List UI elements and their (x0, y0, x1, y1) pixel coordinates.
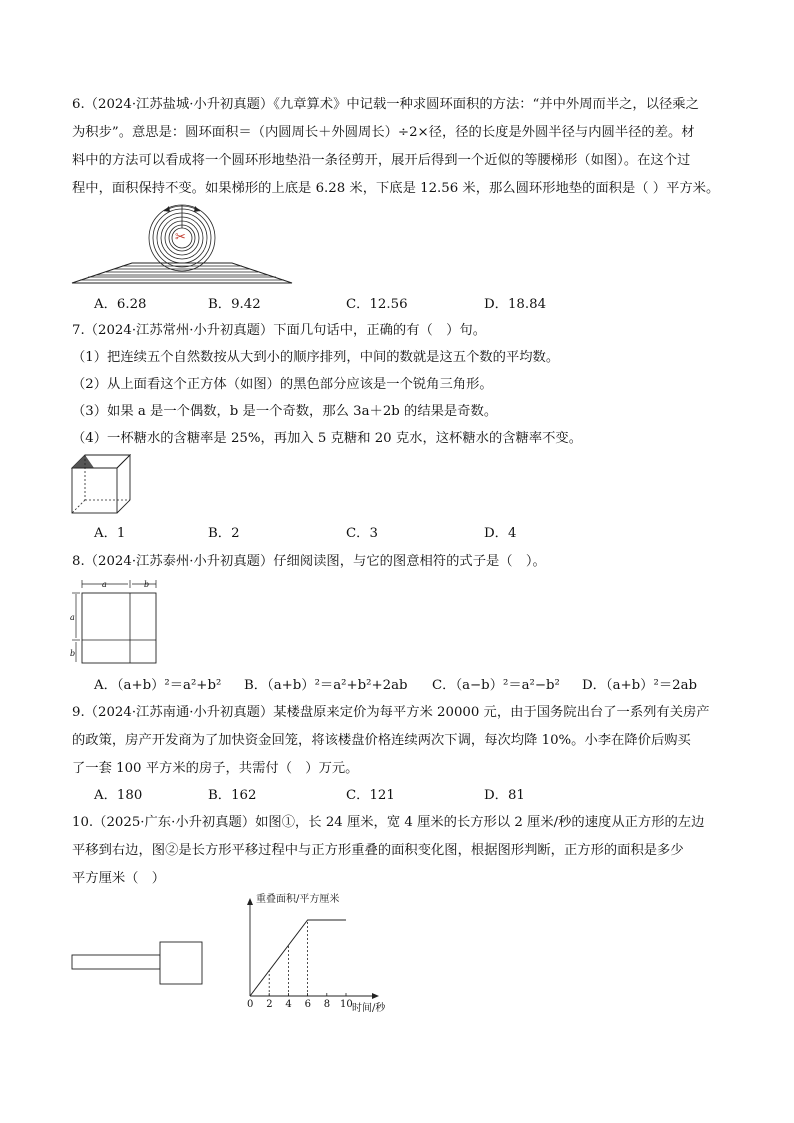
chart-x-tick-label: 6 (304, 999, 311, 1010)
q10-line-3: 平方厘米（ ） (72, 871, 166, 886)
dim-label-top-b: b (144, 580, 150, 589)
chart-series-line (250, 920, 346, 996)
q6-line-1: 6.（2024·江苏盐城·小升初真题）《九章算术》中记载一种求圆环面积的方法：“并中外周而半之，以径乘之 (72, 97, 699, 112)
q8-option-a[interactable]: A．（a+b）²＝a²+b² (94, 678, 222, 693)
q10-line-2: 平移到右边，图②是长方形平移过程中与正方形重叠的面积变化图，根据图形判断，正方形的面积是多少 (72, 843, 684, 858)
q7-option-b[interactable]: B．2 (208, 526, 240, 541)
q8-option-b[interactable]: B．（a+b）²＝a²+b²+2ab (244, 678, 408, 693)
q8-option-c[interactable]: C．（a−b）²＝a²−b² (432, 678, 560, 693)
chart-x-axis-arrow (372, 993, 379, 999)
rectangle-square-figure (72, 942, 204, 992)
chart-x-tick-label: 8 (323, 999, 331, 1010)
chart-x-tick-label: 2 (266, 999, 273, 1010)
ring-trapezoid-figure (72, 205, 302, 285)
chart-x-tick-label: 0 (247, 999, 254, 1010)
q7-line-1: 7.（2024·江苏常州·小升初真题）下面几句话中，正确的有（ ）句。 (72, 323, 486, 338)
q9-option-c[interactable]: C．121 (346, 788, 395, 803)
chart-y-axis-arrow (247, 898, 253, 905)
overlap-area-chart (242, 896, 382, 1006)
cube-figure (72, 455, 134, 517)
chart-x-tick-label: 10 (340, 999, 353, 1010)
q9-line-3: 了一套 100 平方米的房子，共需付（ ）万元。 (72, 761, 359, 776)
chart-x-axis-label: 时间/秒 (352, 1003, 386, 1014)
dim-label-top-a: a (102, 580, 107, 589)
scissors-icon: ✂ (175, 230, 186, 245)
q7-option-a[interactable]: A．1 (94, 526, 126, 541)
q6-option-b[interactable]: B．9.42 (208, 297, 261, 312)
q9-line-1: 9.（2024·江苏南通·小升初真题）某楼盘原来定价为每平方米 20000 元，由于国务院出台了一系列有关房产 (72, 705, 710, 720)
q7-statement-3: （3）如果 a 是一个偶数，b 是一个奇数，那么 3a＋2b 的结果是奇数。 (72, 404, 498, 419)
chart-x-tick-label: 4 (285, 999, 292, 1010)
q9-option-b[interactable]: B．162 (208, 788, 257, 803)
q6-line-4: 程中，面积保持不变。如果梯形的上底是 6.28 米，下底是 12.56 米，那么圆环形地垫的面积是（ ）平方米。 (72, 181, 720, 196)
q7-statement-4: （4）一杯糖水的含糖率是 25%，再加入 5 克糖和 20 克水，这杯糖水的含糖率不变。 (72, 431, 583, 446)
q6-option-d[interactable]: D．18.84 (484, 297, 547, 312)
q6-option-a[interactable]: A．6.28 (94, 297, 147, 312)
q9-option-a[interactable]: A．180 (94, 788, 143, 803)
q6-option-c[interactable]: C．12.56 (346, 297, 408, 312)
q8-option-d[interactable]: D．（a+b）²＝2ab (582, 678, 698, 693)
dim-label-left-a: a (70, 613, 75, 622)
q9-option-d[interactable]: D．81 (484, 788, 525, 803)
q10-line-1: 10.（2025·广东·小升初真题）如图①，长 24 厘米，宽 4 厘米的长方形以 2 厘米/秒的速度从正方形的左边 (72, 815, 705, 830)
q7-statement-2: （2）从上面看这个正方体（如图）的黑色部分应该是一个锐角三角形。 (72, 377, 493, 392)
dim-label-left-b: b (70, 649, 76, 658)
q7-option-d[interactable]: D．4 (484, 526, 517, 541)
q6-line-2: 为积步”。意思是：圆环面积＝（内圆周长＋外圆周长）÷2×径，径的长度是外圆半径与内圆半径的差。材 (72, 125, 695, 140)
q6-line-3: 料中的方法可以看成将一个圆环形地垫沿一条径剪开，展开后得到一个近似的等腰梯形（如图）。在这个过 (72, 153, 691, 168)
q8-line-1: 8.（2024·江苏泰州·小升初真题）仔细阅读图，与它的图意相符的式子是（ ）。 (72, 554, 546, 569)
q7-statement-1: （1）把连续五个自然数按从大到小的顺序排列，中间的数就是这五个数的平均数。 (72, 350, 560, 365)
q9-line-2: 的政策，房产开发商为了加快资金回笼，将该楼盘价格连续两次下调，每次均降 10%。小李在降价后购买 (72, 733, 691, 748)
chart-y-axis-label: 重叠面积/平方厘米 (256, 894, 340, 905)
q7-option-c[interactable]: C．3 (346, 526, 378, 541)
